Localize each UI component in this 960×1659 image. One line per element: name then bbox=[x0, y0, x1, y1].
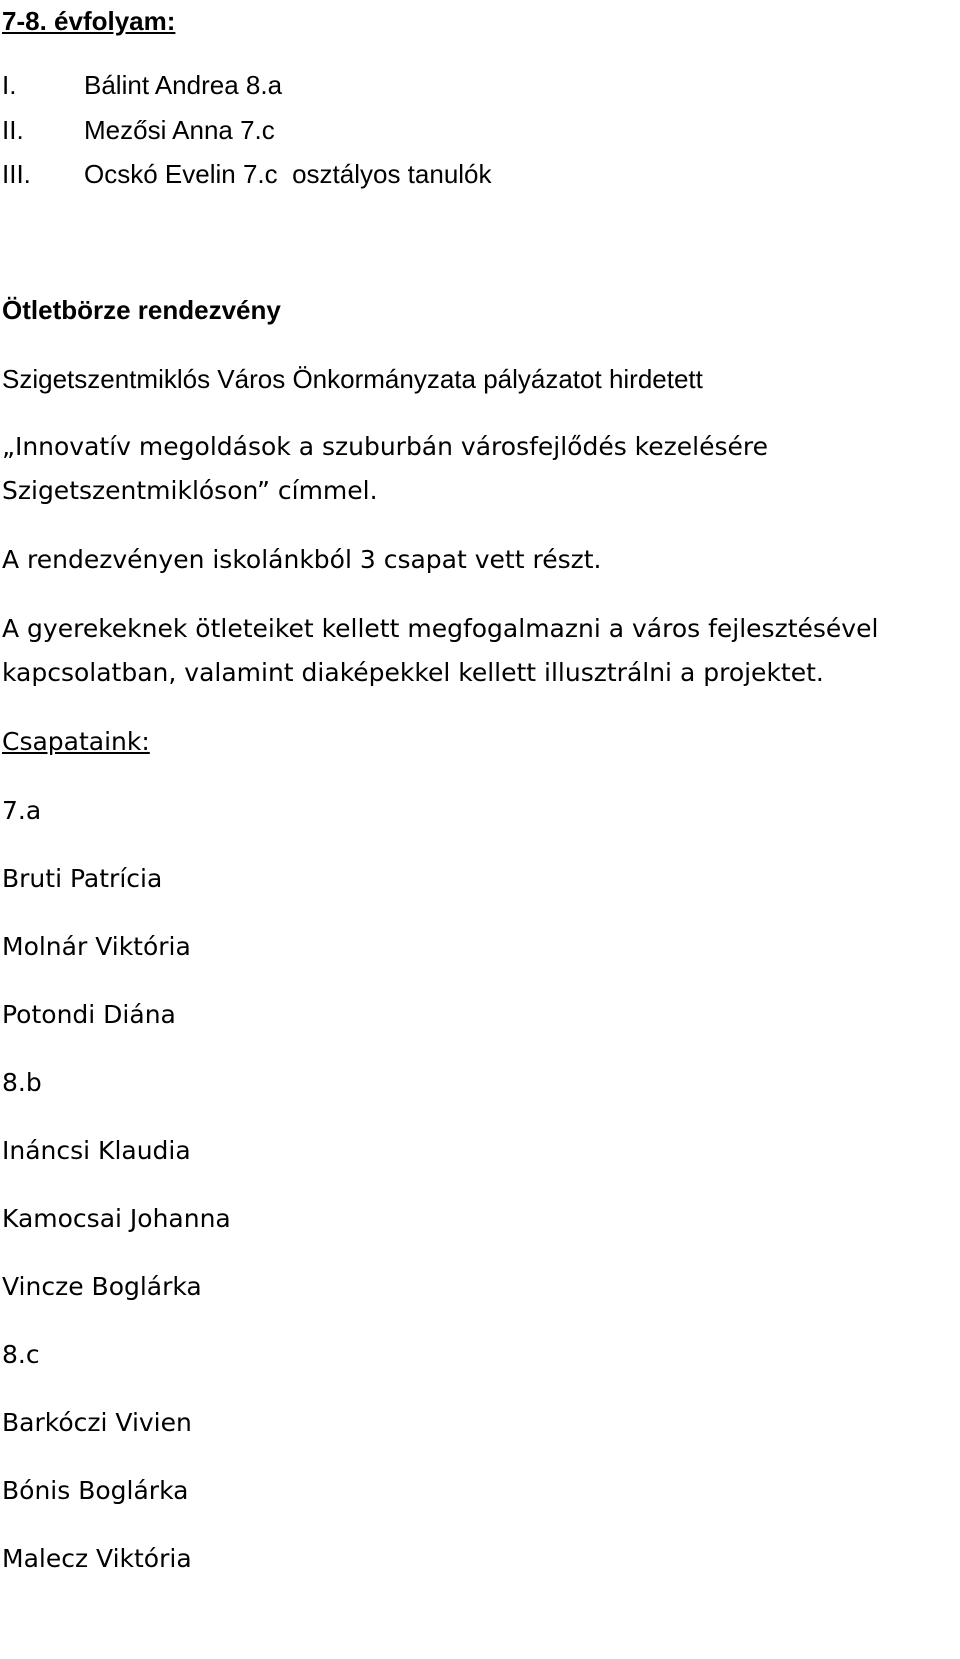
team-member: Ináncsi Klaudia bbox=[2, 1136, 191, 1165]
winner-rank: I. bbox=[2, 70, 17, 100]
team-member: Bónis Boglárka bbox=[2, 1476, 189, 1505]
winner-rank: III. bbox=[2, 159, 31, 189]
team-member: Bruti Patrícia bbox=[2, 864, 163, 893]
winner-row bbox=[2, 161, 492, 187]
winner-name: Mezősi Anna 7.c bbox=[84, 115, 275, 145]
team-member: Kamocsai Johanna bbox=[2, 1204, 231, 1233]
team-member: Potondi Diána bbox=[2, 1000, 176, 1029]
team-member: Barkóczi Vivien bbox=[2, 1408, 192, 1437]
event-paragraph-line: „Innovatív megoldások a szuburbán városfejlődés kezelésére bbox=[2, 432, 768, 461]
event-paragraph-line: Szigetszentmiklóson” címmel. bbox=[2, 476, 378, 505]
team-class: 8.c bbox=[2, 1340, 40, 1369]
task-line: A gyerekeknek ötleteiket kellett megfogalmazni a város fejlesztésével bbox=[2, 614, 879, 643]
winner-row bbox=[2, 117, 275, 143]
winner-name: Bálint Andrea 8.a bbox=[84, 70, 283, 100]
teams-sentence: A rendezvényen iskolánkból 3 csapat vett részt. bbox=[2, 545, 602, 574]
team-member: Malecz Viktória bbox=[2, 1544, 192, 1573]
winner-rank: II. bbox=[2, 115, 24, 145]
team-class: 7.a bbox=[2, 796, 42, 825]
team-member: Vincze Boglárka bbox=[2, 1272, 202, 1301]
grade-heading: 7-8. évfolyam: bbox=[2, 6, 176, 36]
winner-row bbox=[2, 72, 282, 98]
task-line: kapcsolatban, valamint diaképekkel kellett illusztrálni a projektet. bbox=[2, 658, 824, 687]
team-member: Molnár Viktória bbox=[2, 932, 191, 961]
winner-name: Ocskó Evelin 7.c osztályos tanulók bbox=[84, 159, 492, 189]
event-paragraph-line: Szigetszentmiklós Város Önkormányzata pályázatot hirdetett bbox=[2, 364, 703, 394]
team-class: 8.b bbox=[2, 1068, 42, 1097]
event-title: Ötletbörze rendezvény bbox=[2, 295, 281, 325]
teams-heading: Csapataink: bbox=[2, 727, 150, 756]
